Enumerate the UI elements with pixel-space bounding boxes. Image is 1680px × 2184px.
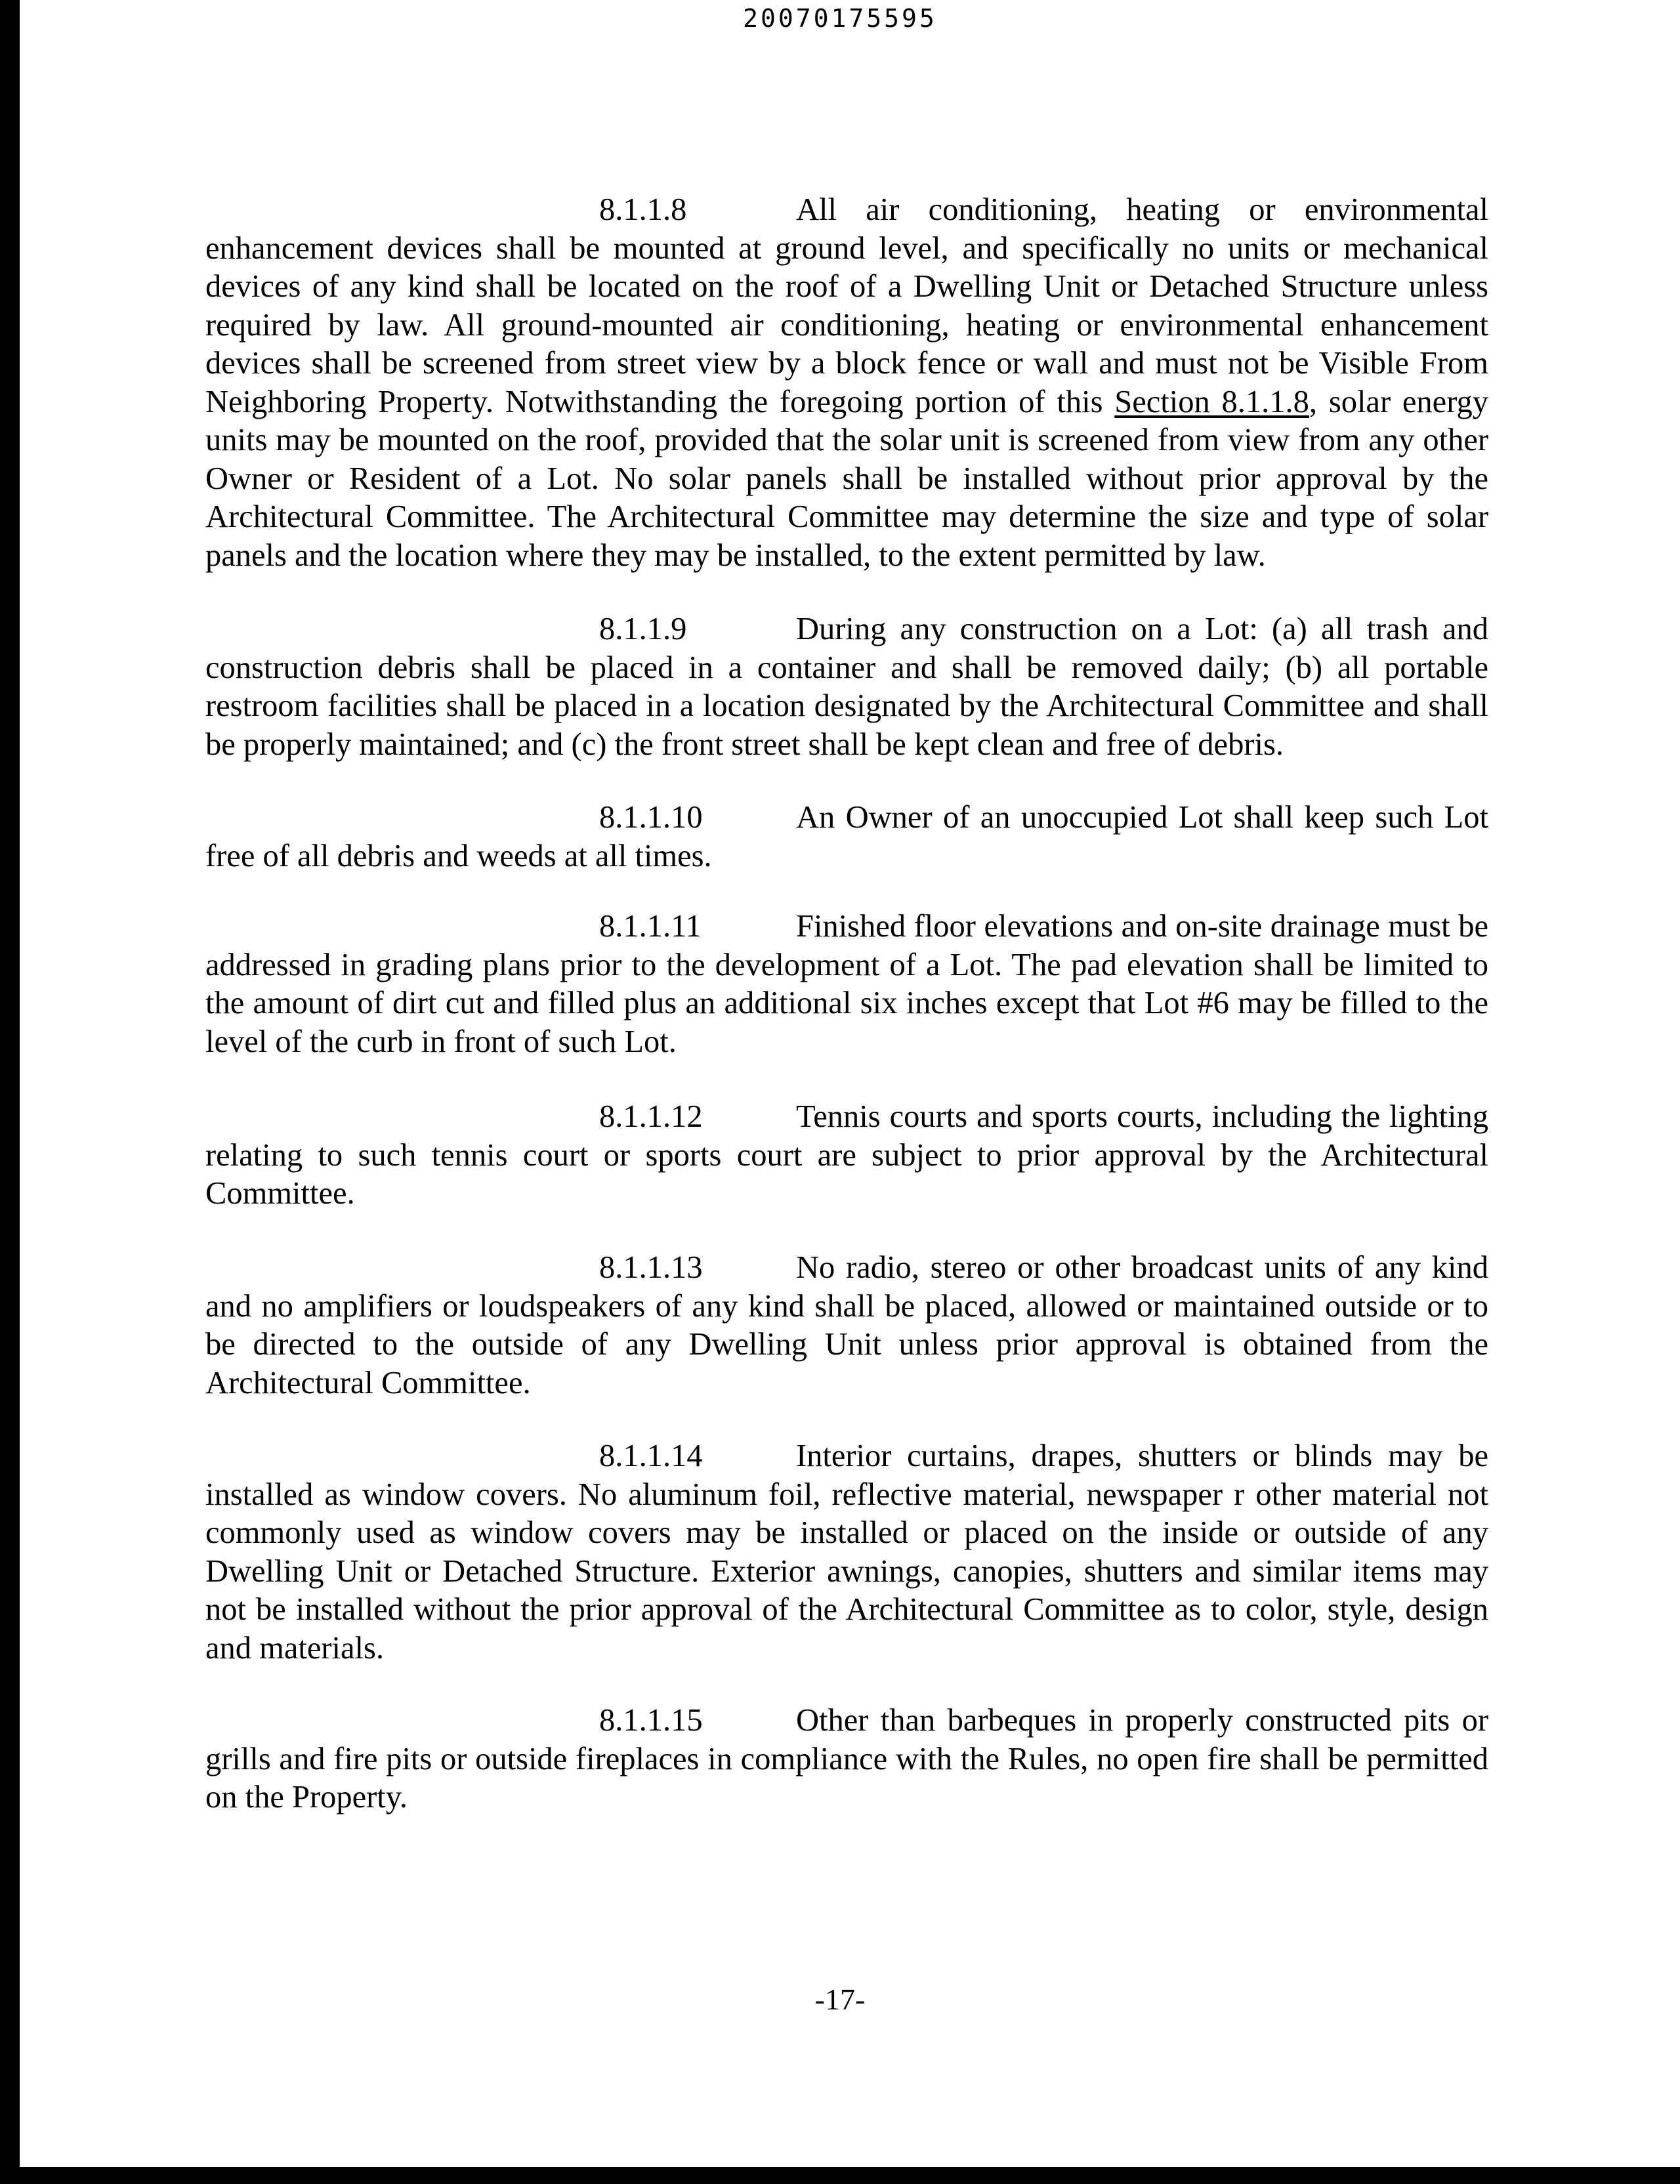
section-8-1-1-8 <box>205 191 1488 575</box>
section-text: Interior curtains, drapes, shutters or blinds may be installed as window covers. No aluminum foil, reflective material, newspaper r other material not commonly used as window covers may be installed or placed on the inside or outside of any Dwelling Unit or Detached Structure. Exterior awnings, canopies, shutters and similar items may not be installed without the prior approval of the Architectural Committee as to color, style, design and materials. <box>205 1438 1488 1666</box>
section-number: 8.1.1.12 <box>599 1099 703 1134</box>
section-number: 8.1.1.11 <box>599 909 702 944</box>
section-8-1-1-10 <box>205 799 1488 875</box>
section-paragraph <box>205 1098 1488 1213</box>
section-paragraph <box>205 908 1488 1061</box>
section-number: 8.1.1.8 <box>599 192 687 227</box>
section-8-1-1-12 <box>205 1098 1488 1213</box>
section-8-1-1-9 <box>205 610 1488 764</box>
section-number: 8.1.1.9 <box>599 612 687 646</box>
section-text: Other than barbeques in properly constructed pits or grills and fire pits or outside fireplaces in compliance with the Rules, no open fire shall be permitted on the Property. <box>205 1703 1488 1815</box>
section-text-before-ref: All air conditioning, heating or environmental enhancement devices shall be mounted at ground level, and specifically no units or mechanical devices of any kind shall be located on the roof of a Dwelling Unit or Detached Structure unless required by law. All ground-mounted air conditioning, heating or environmental enhancement devices shall be screened from street view by a block fence or wall and must not be Visible From Neighboring Property. Notwithstanding the foregoing portion of this <box>205 192 1488 419</box>
section-number: 8.1.1.15 <box>599 1703 703 1738</box>
scan-border-bottom <box>0 2167 1680 2184</box>
section-8-1-1-13 <box>205 1249 1488 1402</box>
document-number: 20070175595 <box>743 4 937 33</box>
section-paragraph <box>205 799 1488 875</box>
section-paragraph <box>205 191 1488 575</box>
section-8-1-1-11 <box>205 908 1488 1061</box>
section-paragraph <box>205 610 1488 764</box>
section-8-1-1-15 <box>205 1702 1488 1817</box>
section-text: During any construction on a Lot: (a) all trash and construction debris shall be placed in a container and shall be removed daily; (b) all portable restroom facilities shall be placed in a location designated by the Architectural Committee and shall be properly maintained; and (c) the front street shall be kept clean and free of debris. <box>205 612 1488 762</box>
section-paragraph <box>205 1249 1488 1402</box>
section-text-after-ref: , solar energy units may be mounted on the roof, provided that the solar unit is screened from view from any other Owner or Resident of a Lot. No solar panels shall be installed without prior approval by the Architectural Committee. The Architectural Committee may determine the size and type of solar panels and the location where they may be installed, to the extent permitted by law. <box>205 384 1488 573</box>
section-text: No radio, stereo or other broadcast units of any kind and no amplifiers or loudspeakers of any kind shall be placed, allowed or maintained outside or to be directed to the outside of any Dwelling Unit unless prior approval is obtained from the Architectural Committee. <box>205 1250 1488 1400</box>
section-text: Tennis courts and sports courts, including the lighting relating to such tennis court or sports court are subject to prior approval by the Architectural Committee. <box>205 1099 1488 1211</box>
section-text: Finished floor elevations and on-site drainage must be addressed in grading plans prior to the development of a Lot. The pad elevation shall be limited to the amount of dirt cut and filled plus an additional six inches except that Lot #6 may be filled to the level of the curb in front of such Lot. <box>205 909 1488 1059</box>
section-8-1-1-14 <box>205 1437 1488 1668</box>
section-paragraph <box>205 1702 1488 1817</box>
section-number: 8.1.1.10 <box>599 800 703 835</box>
scan-border-left <box>0 0 20 2184</box>
section-reference-link: Section 8.1.1.8 <box>1114 384 1309 419</box>
section-number: 8.1.1.13 <box>599 1250 703 1285</box>
section-text: An Owner of an unoccupied Lot shall keep such Lot free of all debris and weeds at all times. <box>205 800 1488 873</box>
section-paragraph <box>205 1437 1488 1668</box>
section-number: 8.1.1.14 <box>599 1438 703 1473</box>
page-number: -17- <box>814 1983 866 2016</box>
